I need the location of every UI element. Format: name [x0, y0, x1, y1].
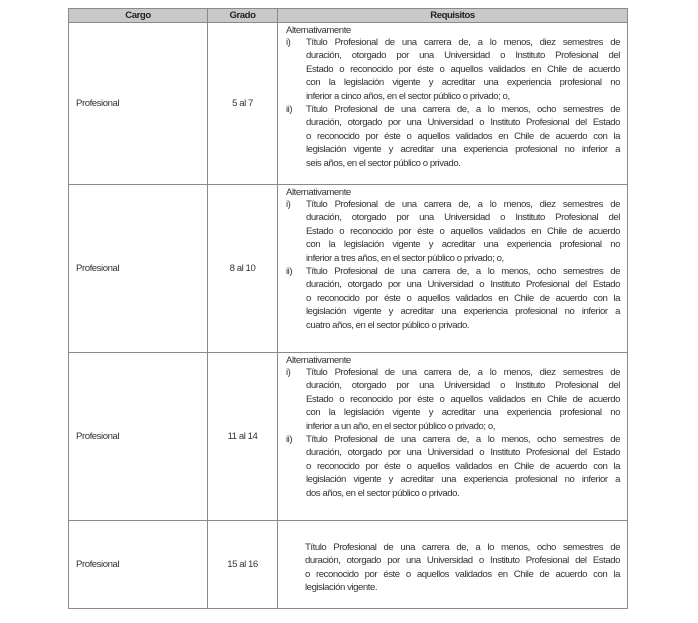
text-line: legislación vigente y acreditar una experiencia profesional no inferior a: [306, 306, 620, 318]
text-line: Estado o reconocido por éste o aquellos validados en Chile de acuerdo: [306, 393, 620, 405]
requirement-item: [286, 198, 620, 265]
text-line: o reconocido por éste o aquellos validados en Chile de acuerdo con la: [306, 460, 620, 472]
text-line: Título Profesional de una carrera de, a lo menos, ocho semestres de: [306, 266, 620, 278]
cargo-cell: Profesional: [69, 185, 208, 353]
requirement-item: [286, 433, 620, 500]
text-line: Estado o reconocido por éste o aquellos validados en Chile de acuerdo: [306, 225, 620, 237]
text-line: inferior a un año, en el sector público o privado; o,: [306, 420, 495, 432]
text-line: duración, otorgado por una Universidad o Instituto Profesional del Estado: [306, 447, 620, 459]
requirement-item: [286, 36, 620, 103]
header-grado: Grado: [208, 9, 278, 23]
text-line: duración, otorgado por una Universidad o Instituto Profesional del Estado: [306, 117, 620, 129]
item-number: i): [286, 199, 291, 210]
item-number: i): [286, 367, 291, 378]
text-line: con la legislación vigente y acreditar una experiencia profesional no: [306, 407, 620, 419]
text-line: seis años, en el sector público o privado.: [306, 157, 461, 169]
requisitos-cell: [278, 353, 628, 521]
text-line: legislación vigente y acreditar una experiencia profesional no inferior a: [306, 474, 620, 486]
requirements-table: [68, 8, 628, 609]
grado-cell: 5 al 7: [208, 23, 278, 185]
text-line: legislación vigente.: [305, 582, 378, 594]
grado-cell: 11 al 14: [208, 353, 278, 521]
grado-cell: 8 al 10: [208, 185, 278, 353]
header-cargo: Cargo: [69, 9, 208, 23]
text-line: Título Profesional de una carrera de, a lo menos, diez semestres de: [306, 367, 620, 378]
intro-text: Alternativamente: [286, 355, 351, 366]
table-row: [69, 353, 628, 521]
text-line: legislación vigente y acreditar una experiencia profesional no inferior a: [306, 144, 620, 156]
text-line: duración, otorgado por una Universidad o Instituto Profesional del Estado: [306, 279, 620, 291]
text-line: duración, otorgado por una Universidad o Instituto Profesional del: [306, 380, 620, 392]
grado-cell: 15 al 16: [208, 521, 278, 609]
intro-text: Alternativamente: [286, 187, 351, 198]
text-line: con la legislación vigente y acreditar una experiencia profesional no: [306, 239, 620, 251]
header-requisitos: Requisitos: [278, 9, 628, 23]
text-line: Título Profesional de una carrera de, a lo menos, ocho semestres de: [306, 434, 620, 446]
cargo-cell: Profesional: [69, 23, 208, 185]
table-row: [69, 23, 628, 185]
text-line: con la legislación vigente y acreditar una experiencia profesional no: [306, 77, 620, 89]
requisitos-cell: [278, 521, 628, 609]
cargo-cell: Profesional: [69, 353, 208, 521]
table-row: [69, 521, 628, 609]
text-line: inferior a tres años, en el sector público o privado; o,: [306, 252, 504, 264]
intro-text: Alternativamente: [286, 25, 351, 36]
text-line: duración, otorgado por una Universidad o Instituto Profesional del: [306, 212, 620, 224]
requirement-item: [286, 265, 620, 332]
text-line: Título Profesional de una carrera de, a lo menos, ocho semestres de: [305, 542, 620, 553]
text-line: inferior a cinco años, en el sector público o privado; o,: [306, 90, 510, 102]
table-row: [69, 185, 628, 353]
cargo-cell: Profesional: [69, 521, 208, 609]
text-line: Título Profesional de una carrera de, a lo menos, ocho semestres de: [306, 104, 620, 116]
text-line: o reconocido por éste o aquellos validados en Chile de acuerdo con la: [306, 130, 620, 142]
text-line: o reconocido por éste o aquellos validados en Chile de acuerdo con la: [306, 292, 620, 304]
requisitos-cell: [278, 185, 628, 353]
text-line: duración, otorgado por una Universidad o Instituto Profesional del Estado: [305, 555, 620, 567]
requirement-item: [286, 103, 620, 170]
requisitos-cell: [278, 23, 628, 185]
text-line: Título Profesional de una carrera de, a lo menos, diez semestres de: [306, 37, 620, 48]
requirement-item: [286, 366, 620, 433]
text-line: Estado o reconocido por éste o aquellos validados en Chile de acuerdo: [306, 63, 620, 75]
text-line: duración, otorgado por una Universidad o Instituto Profesional del: [306, 50, 620, 62]
text-line: dos años, en el sector público o privado.: [306, 487, 460, 499]
item-number: ii): [286, 266, 293, 278]
text-line: cuatro años, en el sector público o privado.: [306, 319, 470, 331]
text-line: o reconocido por éste o aquellos validados en Chile de acuerdo con la: [305, 568, 620, 580]
item-number: i): [286, 37, 291, 48]
item-number: ii): [286, 434, 293, 446]
text-line: Título Profesional de una carrera de, a lo menos, diez semestres de: [306, 199, 620, 210]
item-number: ii): [286, 104, 293, 116]
table-header-row: [69, 9, 628, 23]
